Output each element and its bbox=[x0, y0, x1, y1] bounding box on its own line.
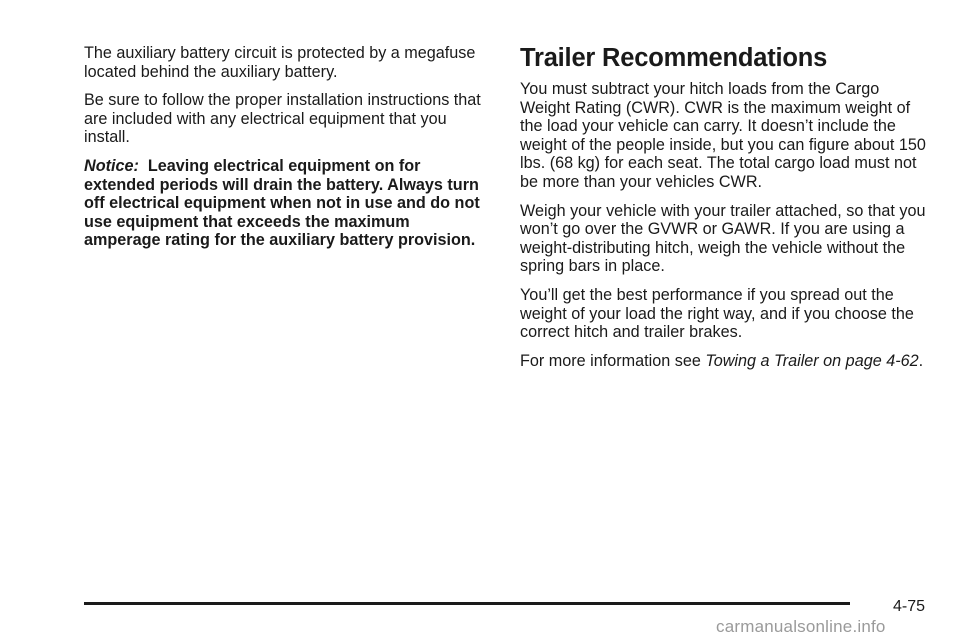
notice-text: Leaving electrical equipment on for extended periods will drain the battery. Always turn off electrical equipment when not in use and do not use equipment that exceeds the maximum amperage rating for the auxiliary battery provision. bbox=[84, 156, 480, 250]
left-column bbox=[84, 44, 489, 260]
towing-cross-reference-link[interactable]: Towing a Trailer on page 4-62 bbox=[705, 351, 919, 370]
weigh-vehicle-paragraph: Weigh your vehicle with your trailer attached, so that you won’t go over the GVWR or GAWR. If you are using a weight-distributing hitch, weigh the vehicle without the spring bars in place. bbox=[520, 201, 926, 276]
section-heading: Trailer Recommendations bbox=[520, 44, 828, 72]
notice-label: Notice: bbox=[84, 156, 139, 175]
page-number: 4-75 bbox=[893, 598, 926, 615]
more-info-prefix: For more information see bbox=[520, 351, 706, 370]
right-column bbox=[520, 42, 930, 380]
megafuse-paragraph: The auxiliary battery circuit is protected by a megafuse located behind the auxiliary battery. bbox=[84, 44, 476, 81]
more-info-paragraph bbox=[520, 352, 930, 371]
watermark: carmanualsonline.info bbox=[716, 617, 886, 636]
installation-paragraph: Be sure to follow the proper installation instructions that are included with any electrical equipment that you install. bbox=[84, 91, 481, 147]
more-info-suffix: . bbox=[918, 351, 924, 370]
performance-paragraph: You’ll get the best performance if you spread out the weight of your load the right way, and if you choose the correct hitch and trailer brakes. bbox=[520, 285, 914, 342]
notice-paragraph bbox=[84, 157, 489, 250]
footer-rule bbox=[84, 602, 850, 605]
cargo-weight-paragraph: You must subtract your hitch loads from the Cargo Weight Rating (CWR). CWR is the maximum weight of the load your vehicle can carry. It doesn’t include the weight of the people inside, but you can figure about 150 lbs. (68 kg) for each seat. The total cargo load must not be more than your vehicles CWR. bbox=[520, 80, 926, 191]
